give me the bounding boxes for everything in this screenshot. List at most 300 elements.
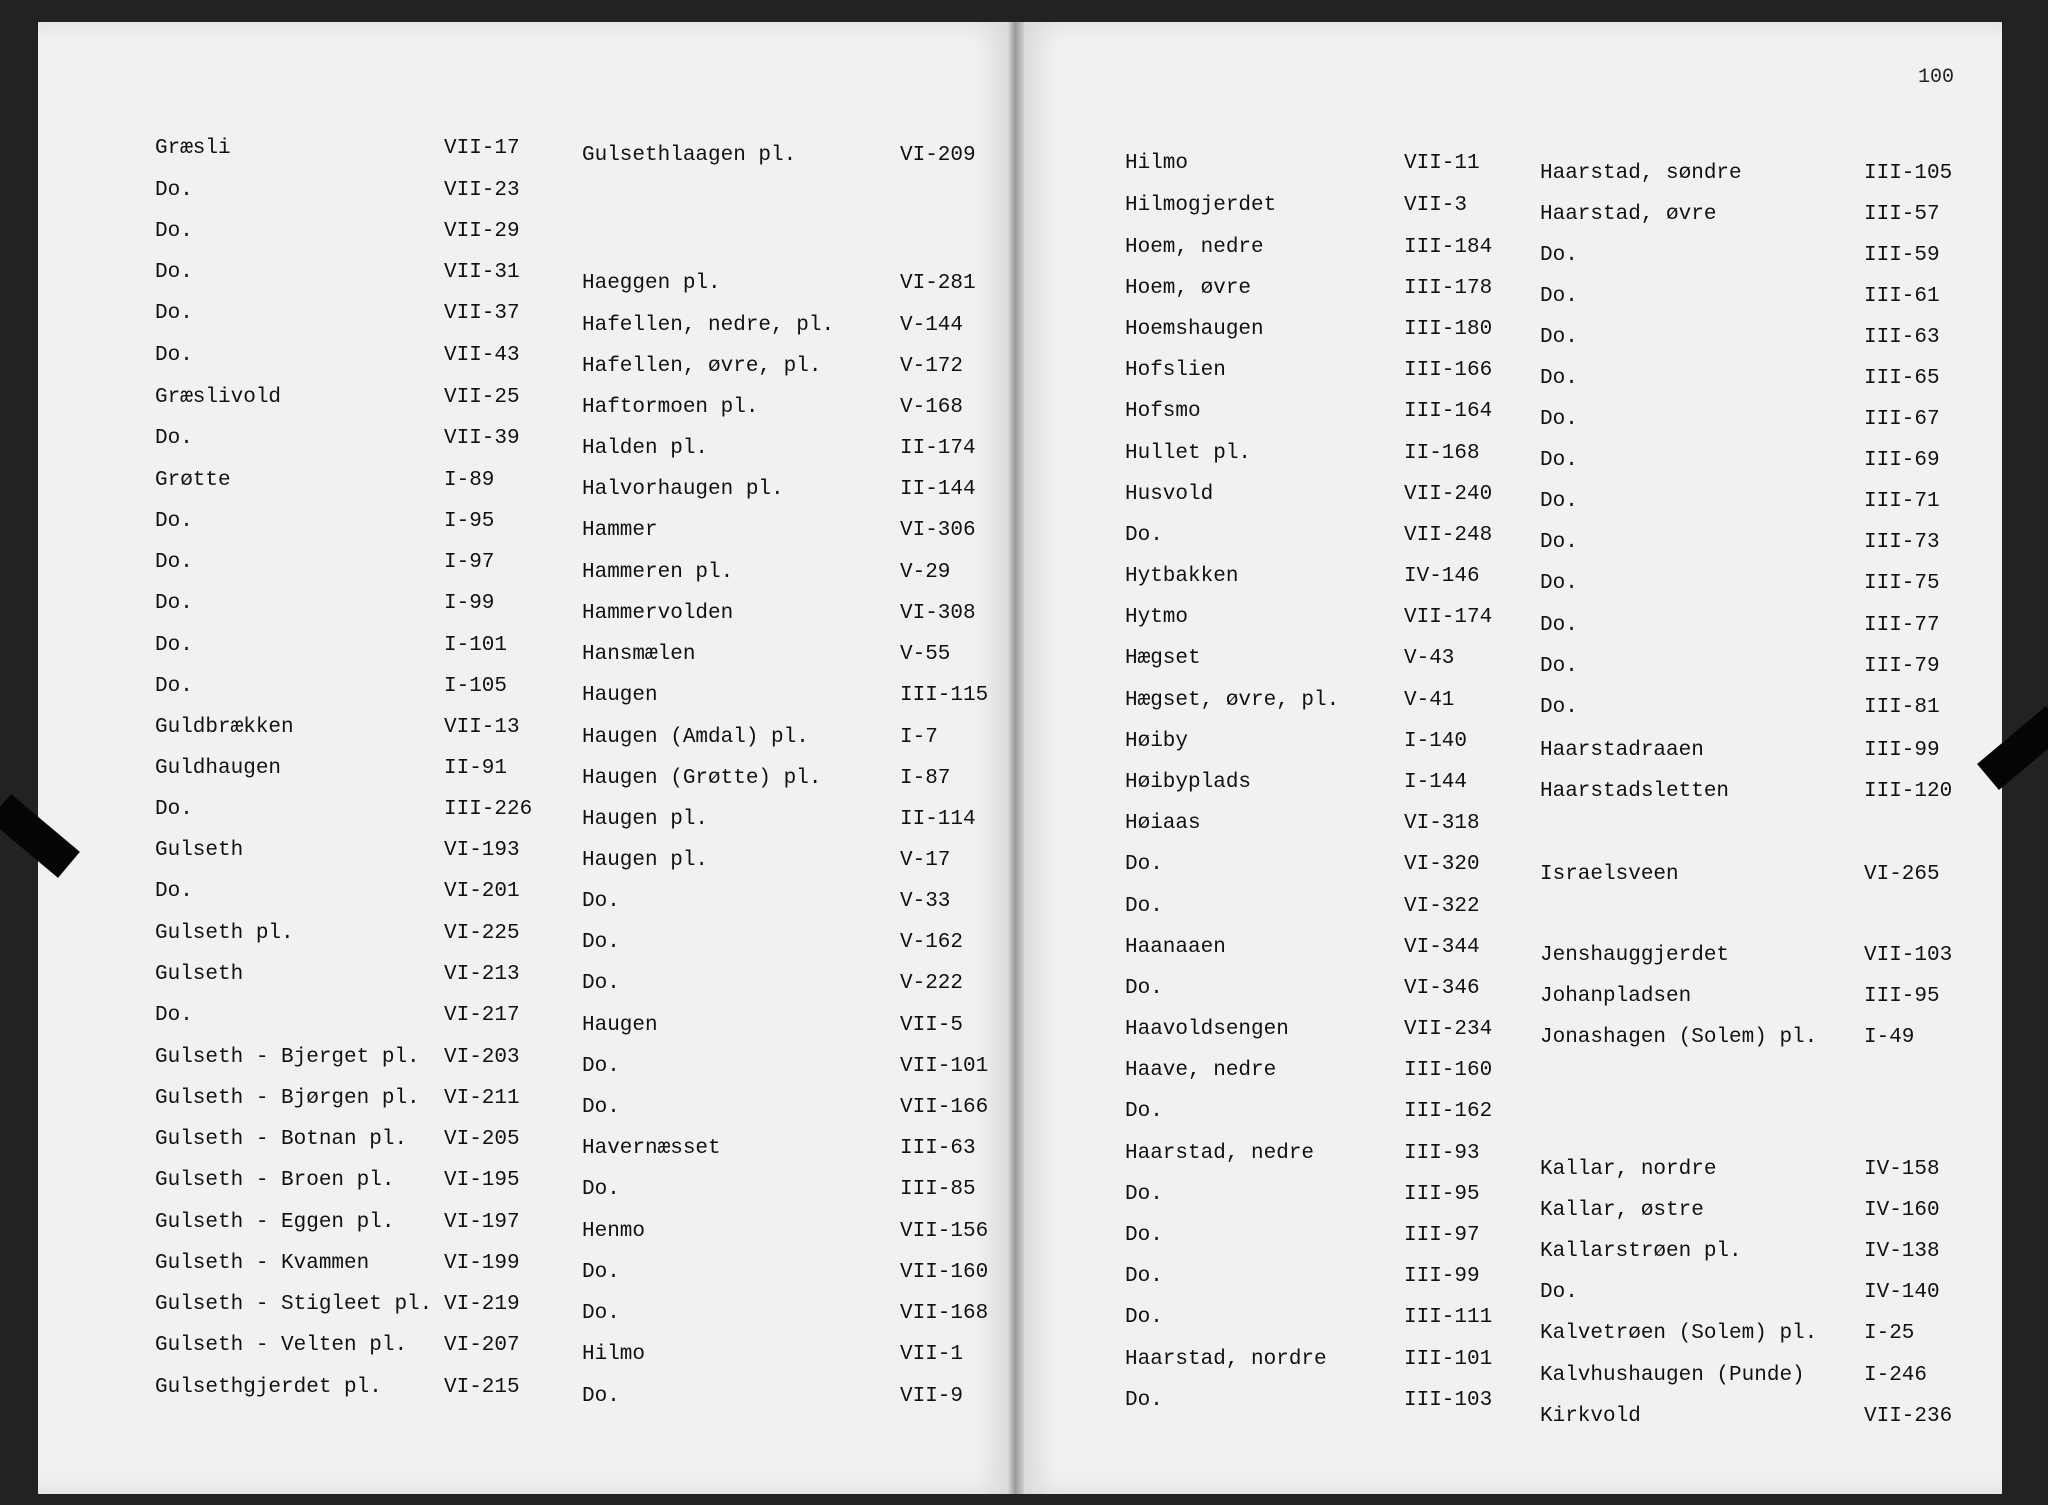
- place-name: Hoemshaugen: [1125, 318, 1264, 341]
- index-entry: [1540, 325, 1940, 351]
- place-name: Do.: [1540, 449, 1578, 472]
- place-name: Do.: [155, 179, 193, 202]
- place-name: Kallarstrøen pl.: [1540, 1240, 1742, 1263]
- volume-reference: III-111: [1404, 1306, 1493, 1329]
- place-name: Hytmo: [1125, 606, 1189, 629]
- volume-reference: V-33: [900, 890, 951, 913]
- index-entry: [1125, 852, 1480, 878]
- volume-reference: VII-156: [900, 1220, 989, 1243]
- index-entry: [582, 354, 964, 380]
- index-entry: [1540, 1198, 1940, 1224]
- place-name: Do.: [1540, 696, 1578, 719]
- index-entry: [582, 1095, 989, 1121]
- place-name: Hammer: [582, 519, 658, 542]
- place-name: Haftormoen pl.: [582, 396, 759, 419]
- place-name: Do.: [1125, 1265, 1163, 1288]
- volume-reference: III-63: [1864, 326, 1940, 349]
- place-name: Haarstadsletten: [1540, 780, 1730, 803]
- index-entry: [1125, 605, 1493, 631]
- place-name: Haarstad, søndre: [1540, 162, 1742, 185]
- index-entry: [1125, 729, 1468, 755]
- index-entry: [582, 518, 976, 544]
- volume-reference: VI-203: [444, 1046, 520, 1069]
- place-name: Do.: [1125, 1224, 1163, 1247]
- index-entry: [1540, 202, 1940, 228]
- volume-reference: III-75: [1864, 572, 1940, 595]
- place-name: Gulsethlaagen pl.: [582, 144, 797, 167]
- volume-reference: VI-201: [444, 880, 520, 903]
- index-entry: [1125, 1264, 1480, 1290]
- place-name: Haanaaen: [1125, 936, 1226, 959]
- volume-reference: III-180: [1404, 318, 1493, 341]
- index-entry: [155, 1086, 520, 1112]
- place-name: Do.: [582, 1055, 620, 1078]
- volume-reference: V-222: [900, 972, 964, 995]
- index-entry: [582, 1260, 989, 1286]
- volume-reference: IV-140: [1864, 1281, 1940, 1304]
- volume-reference: III-95: [1404, 1183, 1480, 1206]
- place-name: Do.: [1540, 1281, 1578, 1304]
- index-entry: [1125, 235, 1493, 261]
- volume-reference: VI-197: [444, 1211, 520, 1234]
- volume-reference: III-99: [1404, 1265, 1480, 1288]
- place-name: Do.: [155, 427, 193, 450]
- volume-reference: V-55: [900, 643, 951, 666]
- volume-reference: VII-1: [900, 1343, 964, 1366]
- index-entry: [582, 642, 951, 668]
- volume-reference: VII-31: [444, 261, 520, 284]
- volume-reference: VII-13: [444, 716, 520, 739]
- volume-reference: VII-39: [444, 427, 520, 450]
- index-entry: [582, 807, 976, 833]
- place-name: Do.: [155, 592, 193, 615]
- index-entry: [1125, 894, 1480, 920]
- volume-reference: I-105: [444, 675, 508, 698]
- volume-reference: VI-199: [444, 1252, 520, 1275]
- volume-reference: I-7: [900, 726, 938, 749]
- volume-reference: VII-168: [900, 1302, 989, 1325]
- volume-reference: VI-193: [444, 839, 520, 862]
- place-name: Do.: [1125, 1183, 1163, 1206]
- index-entry: [1125, 1223, 1480, 1249]
- index-entry: [582, 395, 964, 421]
- volume-reference: VI-265: [1864, 863, 1940, 886]
- index-entry: [1540, 779, 1953, 805]
- place-name: Gulsethgjerdet pl.: [155, 1376, 382, 1399]
- index-entry: [582, 930, 964, 956]
- index-entry: [1540, 1280, 1940, 1306]
- index-entry: [1540, 862, 1940, 888]
- place-name: Do.: [582, 931, 620, 954]
- place-name: Do.: [1540, 531, 1578, 554]
- index-entry: [1125, 317, 1493, 343]
- place-name: Do.: [155, 798, 193, 821]
- index-entry: [582, 271, 976, 297]
- volume-reference: III-101: [1404, 1348, 1493, 1371]
- index-entry: [155, 260, 520, 286]
- volume-reference: V-144: [900, 314, 964, 337]
- place-name: Kirkvold: [1540, 1405, 1641, 1428]
- place-name: Græslivold: [155, 386, 282, 409]
- place-name: Jonashagen (Solem) pl.: [1540, 1026, 1818, 1049]
- volume-reference: I-144: [1404, 771, 1468, 794]
- volume-reference: III-63: [900, 1137, 976, 1160]
- index-entry: [1540, 984, 1940, 1010]
- place-name: Gulseth - Eggen pl.: [155, 1211, 395, 1234]
- volume-reference: IV-158: [1864, 1158, 1940, 1181]
- place-name: Haave, nedre: [1125, 1059, 1277, 1082]
- place-name: Jenshauggjerdet: [1540, 944, 1730, 967]
- place-name: Haugen: [582, 1014, 658, 1037]
- volume-reference: VII-234: [1404, 1018, 1493, 1041]
- volume-reference: V-168: [900, 396, 964, 419]
- index-entry: [1540, 489, 1940, 515]
- place-name: Do.: [1540, 614, 1578, 637]
- index-entry: [155, 1168, 520, 1194]
- place-name: Hansmælen: [582, 643, 696, 666]
- place-name: Gulseth - Bjørgen pl.: [155, 1087, 420, 1110]
- place-name: Gulseth - Velten pl.: [155, 1334, 408, 1357]
- place-name: Halvorhaugen pl.: [582, 478, 784, 501]
- volume-reference: III-115: [900, 684, 989, 707]
- volume-reference: VI-320: [1404, 853, 1480, 876]
- index-entry: [1125, 1182, 1480, 1208]
- place-name: Høiby: [1125, 730, 1189, 753]
- volume-reference: I-25: [1864, 1322, 1915, 1345]
- volume-reference: VI-219: [444, 1293, 520, 1316]
- volume-reference: VII-101: [900, 1055, 989, 1078]
- index-entry: [1540, 243, 1940, 269]
- place-name: Do.: [155, 344, 193, 367]
- place-name: Haeggen pl.: [582, 272, 721, 295]
- volume-reference: III-57: [1864, 203, 1940, 226]
- volume-reference: VII-166: [900, 1096, 989, 1119]
- volume-reference: I-95: [444, 510, 495, 533]
- place-name: Do.: [155, 1004, 193, 1027]
- volume-reference: III-105: [1864, 162, 1953, 185]
- place-name: Husvold: [1125, 483, 1214, 506]
- place-name: Gulseth - Bjerget pl.: [155, 1046, 420, 1069]
- place-name: Gulseth - Broen pl.: [155, 1169, 395, 1192]
- place-name: Do.: [582, 1385, 620, 1408]
- volume-reference: III-178: [1404, 277, 1493, 300]
- volume-reference: VI-225: [444, 922, 520, 945]
- volume-reference: I-87: [900, 767, 951, 790]
- volume-reference: III-120: [1864, 780, 1953, 803]
- place-name: Havernæsset: [582, 1137, 721, 1160]
- index-entry: [155, 1375, 520, 1401]
- place-name: Kalvetrøen (Solem) pl.: [1540, 1322, 1818, 1345]
- place-name: Do.: [1125, 895, 1163, 918]
- volume-reference: III-65: [1864, 367, 1940, 390]
- index-entry: [155, 838, 520, 864]
- volume-reference: III-79: [1864, 655, 1940, 678]
- index-entry: [582, 1301, 989, 1327]
- place-name: Hafellen, øvre, pl.: [582, 355, 822, 378]
- place-name: Kallar, østre: [1540, 1199, 1704, 1222]
- place-name: Hytbakken: [1125, 565, 1239, 588]
- index-entry: [155, 797, 533, 823]
- place-name: Do.: [1540, 244, 1578, 267]
- index-entry: [582, 971, 964, 997]
- place-name: Hullet pl.: [1125, 442, 1252, 465]
- volume-reference: I-140: [1404, 730, 1468, 753]
- index-entry: [1125, 976, 1480, 1002]
- index-entry: [1540, 530, 1940, 556]
- place-name: Do.: [1125, 1306, 1163, 1329]
- volume-reference: VII-5: [900, 1014, 964, 1037]
- place-name: Hoem, nedre: [1125, 236, 1264, 259]
- volume-reference: II-174: [900, 437, 976, 460]
- index-entry: [1540, 1025, 1915, 1051]
- volume-reference: V-29: [900, 561, 951, 584]
- index-entry: [155, 591, 495, 617]
- index-entry: [1125, 1099, 1493, 1125]
- volume-reference: VI-308: [900, 602, 976, 625]
- index-entry: [1540, 1239, 1940, 1265]
- index-entry: [155, 468, 495, 494]
- volume-reference: VII-9: [900, 1385, 964, 1408]
- volume-reference: I-49: [1864, 1026, 1915, 1049]
- index-entry: [582, 1384, 964, 1410]
- place-name: Do.: [1125, 524, 1163, 547]
- volume-reference: VI-215: [444, 1376, 520, 1399]
- index-entry: [1540, 654, 1940, 680]
- place-name: Kallar, nordre: [1540, 1158, 1717, 1181]
- place-name: Hoem, øvre: [1125, 277, 1252, 300]
- place-name: Haugen: [582, 684, 658, 707]
- index-entry: [1540, 943, 1953, 969]
- volume-reference: VII-23: [444, 179, 520, 202]
- index-entry: [1540, 284, 1940, 310]
- place-name: Do.: [1540, 572, 1578, 595]
- place-name: Hægset: [1125, 647, 1201, 670]
- volume-reference: III-81: [1864, 696, 1940, 719]
- volume-reference: III-99: [1864, 739, 1940, 762]
- index-entry: [582, 1013, 964, 1039]
- place-name: Do.: [1540, 655, 1578, 678]
- volume-reference: III-162: [1404, 1100, 1493, 1123]
- index-entry: [1540, 407, 1940, 433]
- volume-reference: III-85: [900, 1178, 976, 1201]
- index-entry: [1125, 564, 1480, 590]
- volume-reference: VI-281: [900, 272, 976, 295]
- place-name: Do.: [1540, 408, 1578, 431]
- place-name: Do.: [582, 1302, 620, 1325]
- volume-reference: VII-37: [444, 302, 520, 325]
- index-entry: [582, 143, 976, 169]
- volume-reference: II-144: [900, 478, 976, 501]
- place-name: Do.: [155, 551, 193, 574]
- volume-reference: I-246: [1864, 1364, 1928, 1387]
- index-entry: [155, 1333, 520, 1359]
- index-entry: [582, 601, 976, 627]
- index-entry: [1125, 811, 1480, 837]
- index-entry: [582, 889, 951, 915]
- volume-reference: III-166: [1404, 359, 1493, 382]
- volume-reference: II-168: [1404, 442, 1480, 465]
- volume-reference: IV-160: [1864, 1199, 1940, 1222]
- index-entry: [155, 178, 520, 204]
- place-name: Do.: [582, 890, 620, 913]
- index-entry: [1540, 1363, 1928, 1389]
- index-entry: [1540, 695, 1940, 721]
- place-name: Hofslien: [1125, 359, 1226, 382]
- volume-reference: VI-322: [1404, 895, 1480, 918]
- place-name: Haarstad, nedre: [1125, 1142, 1315, 1165]
- volume-reference: II-91: [444, 757, 508, 780]
- place-name: Do.: [1125, 977, 1163, 1000]
- volume-reference: III-164: [1404, 400, 1493, 423]
- place-name: Kalvhushaugen (Punde): [1540, 1364, 1805, 1387]
- volume-reference: VII-25: [444, 386, 520, 409]
- volume-reference: III-73: [1864, 531, 1940, 554]
- index-entry: [1540, 571, 1940, 597]
- place-name: Do.: [155, 302, 193, 325]
- place-name: Do.: [155, 880, 193, 903]
- place-name: Guldhaugen: [155, 757, 282, 780]
- place-name: Haarstad, nordre: [1125, 1348, 1327, 1371]
- index-entry: [1125, 770, 1468, 796]
- index-entry: [1540, 738, 1940, 764]
- volume-reference: VII-236: [1864, 1405, 1953, 1428]
- volume-reference: III-160: [1404, 1059, 1493, 1082]
- volume-reference: III-184: [1404, 236, 1493, 259]
- place-name: Haugen (Amdal) pl.: [582, 726, 809, 749]
- volume-reference: II-114: [900, 808, 976, 831]
- index-entry: [155, 1045, 520, 1071]
- index-entry: [155, 921, 520, 947]
- index-entry: [1540, 448, 1940, 474]
- index-entry: [582, 725, 938, 751]
- index-entry: [1125, 1141, 1480, 1167]
- place-name: Do.: [582, 972, 620, 995]
- volume-reference: VII-160: [900, 1261, 989, 1284]
- index-entry: [1125, 1347, 1493, 1373]
- place-name: Hofsmo: [1125, 400, 1201, 423]
- index-entry: [1540, 1157, 1940, 1183]
- volume-reference: V-162: [900, 931, 964, 954]
- place-name: Israelsveen: [1540, 863, 1679, 886]
- volume-reference: VII-248: [1404, 524, 1493, 547]
- volume-reference: I-101: [444, 634, 508, 657]
- index-entry: [582, 683, 989, 709]
- volume-reference: VI-344: [1404, 936, 1480, 959]
- index-entry: [582, 477, 976, 503]
- place-name: Do.: [1125, 1100, 1163, 1123]
- index-entry: [1125, 358, 1493, 384]
- index-entry: [582, 1136, 976, 1162]
- place-name: Gulseth: [155, 839, 244, 862]
- index-entry: [1125, 482, 1493, 508]
- volume-reference: VII-240: [1404, 483, 1493, 506]
- place-name: Do.: [1125, 853, 1163, 876]
- place-name: Do.: [155, 675, 193, 698]
- volume-reference: III-97: [1404, 1224, 1480, 1247]
- place-name: Do.: [1540, 490, 1578, 513]
- place-name: Guldbrækken: [155, 716, 294, 739]
- index-entry: [155, 136, 520, 162]
- volume-reference: III-69: [1864, 449, 1940, 472]
- place-name: Gulseth pl.: [155, 922, 294, 945]
- volume-reference: VI-207: [444, 1334, 520, 1357]
- place-name: Høiaas: [1125, 812, 1201, 835]
- place-name: Græsli: [155, 137, 231, 160]
- index-entry: [582, 1177, 976, 1203]
- index-entry: [155, 1292, 520, 1318]
- index-entry: [1125, 688, 1455, 714]
- index-entry: [155, 509, 495, 535]
- place-name: Hafellen, nedre, pl.: [582, 314, 835, 337]
- volume-reference: III-61: [1864, 285, 1940, 308]
- place-name: Hægset, øvre, pl.: [1125, 689, 1340, 712]
- index-entry: [1125, 151, 1480, 177]
- place-name: Do.: [1540, 326, 1578, 349]
- index-entry: [1540, 1404, 1953, 1430]
- place-name: Henmo: [582, 1220, 646, 1243]
- page-number: 100: [1918, 66, 1955, 89]
- place-name: Do.: [155, 220, 193, 243]
- volume-reference: III-77: [1864, 614, 1940, 637]
- index-entry: [1540, 613, 1940, 639]
- index-entry: [582, 313, 964, 339]
- place-name: Haarstad, øvre: [1540, 203, 1717, 226]
- place-name: Do.: [155, 261, 193, 284]
- index-entry: [582, 766, 951, 792]
- index-entry: [1125, 935, 1480, 961]
- index-entry: [582, 436, 976, 462]
- volume-reference: VI-306: [900, 519, 976, 542]
- index-entry: [155, 343, 520, 369]
- index-entry: [1125, 441, 1480, 467]
- volume-reference: VI-205: [444, 1128, 520, 1151]
- index-entry: [155, 1210, 520, 1236]
- index-entry: [155, 1251, 520, 1277]
- volume-reference: VI-211: [444, 1087, 520, 1110]
- index-entry: [155, 426, 520, 452]
- book-spine: [1008, 22, 1024, 1494]
- volume-reference: III-59: [1864, 244, 1940, 267]
- index-entry: [155, 301, 520, 327]
- index-entry: [155, 550, 495, 576]
- volume-reference: III-67: [1864, 408, 1940, 431]
- index-entry: [1125, 1388, 1493, 1414]
- place-name: Grøtte: [155, 469, 231, 492]
- volume-reference: VI-209: [900, 144, 976, 167]
- place-name: Do.: [1540, 285, 1578, 308]
- index-entry: [1125, 193, 1468, 219]
- index-entry: [1540, 1321, 1915, 1347]
- place-name: Høibyplads: [1125, 771, 1252, 794]
- place-name: Do.: [1540, 367, 1578, 390]
- volume-reference: V-17: [900, 849, 951, 872]
- volume-reference: III-93: [1404, 1142, 1480, 1165]
- volume-reference: IV-146: [1404, 565, 1480, 588]
- index-entry: [582, 560, 951, 586]
- place-name: Gulseth - Botnan pl.: [155, 1128, 408, 1151]
- index-entry: [582, 848, 951, 874]
- place-name: Hammeren pl.: [582, 561, 734, 584]
- volume-reference: VI-217: [444, 1004, 520, 1027]
- place-name: Gulseth - Kvammen: [155, 1252, 370, 1275]
- place-name: Hilmo: [1125, 152, 1189, 175]
- volume-reference: I-99: [444, 592, 495, 615]
- place-name: Haugen pl.: [582, 808, 709, 831]
- index-entry: [155, 385, 520, 411]
- volume-reference: III-103: [1404, 1389, 1493, 1412]
- volume-reference: VI-318: [1404, 812, 1480, 835]
- place-name: Do.: [582, 1261, 620, 1284]
